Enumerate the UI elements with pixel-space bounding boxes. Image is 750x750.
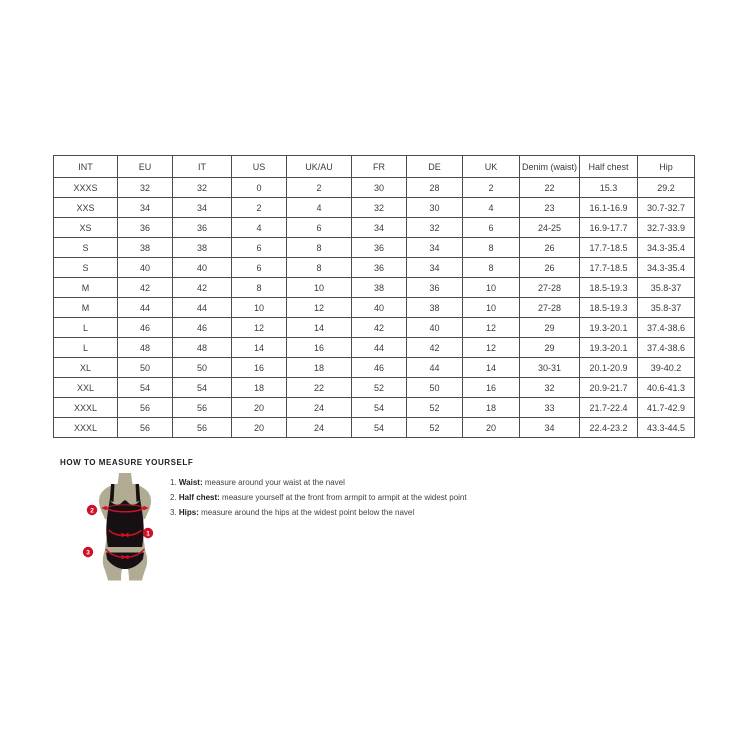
table-cell: 36 (118, 218, 173, 238)
table-cell: 2 (287, 178, 352, 198)
table-cell: 52 (352, 378, 407, 398)
table-cell: 19.3-20.1 (580, 318, 638, 338)
table-cell: 23 (520, 198, 580, 218)
table-cell: 32 (407, 218, 463, 238)
table-cell: 4 (287, 198, 352, 218)
table-cell: 54 (118, 378, 173, 398)
table-cell: 6 (287, 218, 352, 238)
measure-section-heading: HOW TO MEASURE YOURSELF (60, 458, 194, 467)
table-cell: 56 (118, 418, 173, 438)
table-cell: 18 (463, 398, 520, 418)
table-cell: 54 (352, 398, 407, 418)
table-cell: 35.8-37 (638, 298, 695, 318)
table-cell: 16.9-17.7 (580, 218, 638, 238)
column-header: EU (118, 156, 173, 178)
table-cell: 39-40.2 (638, 358, 695, 378)
table-cell: 16 (463, 378, 520, 398)
table-cell: 34 (173, 198, 232, 218)
table-row (54, 178, 695, 198)
table-cell: 44 (407, 358, 463, 378)
table-cell: 12 (463, 338, 520, 358)
table-cell: 18.5-19.3 (580, 298, 638, 318)
table-cell: 40 (352, 298, 407, 318)
table-cell: 8 (287, 238, 352, 258)
table-cell: 38 (118, 238, 173, 258)
table-cell: 8 (463, 258, 520, 278)
table-cell: 8 (463, 238, 520, 258)
table-cell: 15.3 (580, 178, 638, 198)
table-cell: 42 (173, 278, 232, 298)
step-badge-hips (83, 547, 93, 557)
table-cell: 22.4-23.2 (580, 418, 638, 438)
table-cell: 34.3-35.4 (638, 258, 695, 278)
table-cell: 29.2 (638, 178, 695, 198)
table-cell: 50 (173, 358, 232, 378)
table-cell: 26 (520, 258, 580, 278)
table-cell: 12 (232, 318, 287, 338)
mannequin-illustration (80, 472, 160, 582)
table-cell: 43.3-44.5 (638, 418, 695, 438)
table-cell: 16 (232, 358, 287, 378)
table-row (54, 298, 695, 318)
table-cell: 27-28 (520, 298, 580, 318)
table-cell: 34.3-35.4 (638, 238, 695, 258)
table-cell: 4 (232, 218, 287, 238)
table-cell: XXS (54, 198, 118, 218)
measure-step (170, 475, 467, 490)
table-cell: S (54, 258, 118, 278)
table-cell: 48 (173, 338, 232, 358)
size-chart-table (53, 155, 695, 438)
table-cell: 20.1-20.9 (580, 358, 638, 378)
table-cell: XXXL (54, 398, 118, 418)
table-cell: 10 (463, 298, 520, 318)
table-cell: 44 (118, 298, 173, 318)
column-header: Half chest (580, 156, 638, 178)
step-text: measure yourself at the front from armpit to armpit at the widest point (219, 493, 467, 502)
table-cell: XXL (54, 378, 118, 398)
table-cell: 34 (352, 218, 407, 238)
table-row (54, 278, 695, 298)
table-cell: 29 (520, 318, 580, 338)
table-cell: 18.5-19.3 (580, 278, 638, 298)
table-cell: 24 (287, 398, 352, 418)
step-text: measure around the hips at the widest point below the navel (198, 508, 415, 517)
badge-number-chest: 2 (90, 507, 94, 515)
table-cell: 10 (287, 278, 352, 298)
measure-step (170, 505, 467, 520)
table-row (54, 258, 695, 278)
table-cell: 56 (173, 398, 232, 418)
table-cell: 22 (520, 178, 580, 198)
table-cell: 52 (407, 398, 463, 418)
table-cell: 2 (232, 198, 287, 218)
table-cell: 16 (287, 338, 352, 358)
table-cell: 8 (287, 258, 352, 278)
table-cell: 20.9-21.7 (580, 378, 638, 398)
table-cell: 37.4-38.6 (638, 318, 695, 338)
table-cell: 54 (173, 378, 232, 398)
table-cell: 33 (520, 398, 580, 418)
table-row (54, 318, 695, 338)
table-cell: 16.1-16.9 (580, 198, 638, 218)
table-cell: 18 (232, 378, 287, 398)
table-cell: 30-31 (520, 358, 580, 378)
table-cell: 12 (287, 298, 352, 318)
table-row (54, 418, 695, 438)
table-cell: 52 (407, 418, 463, 438)
table-cell: 28 (407, 178, 463, 198)
badge-number-waist: 1 (146, 530, 150, 538)
column-header: Denim (waist) (520, 156, 580, 178)
table-cell: XXXL (54, 418, 118, 438)
table-cell: 0 (232, 178, 287, 198)
table-cell: XXXS (54, 178, 118, 198)
table-cell: 38 (407, 298, 463, 318)
table-cell: 34 (520, 418, 580, 438)
table-row (54, 238, 695, 258)
table-cell: 2 (463, 178, 520, 198)
table-cell: 35.8-37 (638, 278, 695, 298)
step-number: 3. (170, 508, 179, 517)
step-number: 1. (170, 478, 179, 487)
column-header: IT (173, 156, 232, 178)
table-cell: L (54, 318, 118, 338)
step-label: Hips: (178, 508, 199, 517)
table-cell: 42 (118, 278, 173, 298)
table-cell: 50 (118, 358, 173, 378)
column-header: UK (463, 156, 520, 178)
table-row (54, 198, 695, 218)
table-header-row (54, 156, 695, 178)
table-cell: 20 (463, 418, 520, 438)
table-cell: 40 (118, 258, 173, 278)
measurement-figure (80, 472, 160, 582)
column-header: FR (352, 156, 407, 178)
table-cell: 27-28 (520, 278, 580, 298)
table-cell: 40 (173, 258, 232, 278)
table-cell: 14 (232, 338, 287, 358)
table-cell: 38 (173, 238, 232, 258)
table-cell: XL (54, 358, 118, 378)
table-cell: 42 (352, 318, 407, 338)
table-cell: 29 (520, 338, 580, 358)
table-cell: 56 (118, 398, 173, 418)
table-cell: 17.7-18.5 (580, 258, 638, 278)
table-cell: 54 (352, 418, 407, 438)
table-cell: 34 (118, 198, 173, 218)
step-text: measure around your waist at the navel (202, 478, 345, 487)
column-header: DE (407, 156, 463, 178)
table-cell: 24 (287, 418, 352, 438)
table-cell: 14 (287, 318, 352, 338)
table-cell: 20 (232, 398, 287, 418)
table-cell: M (54, 278, 118, 298)
table-cell: 37.4-38.6 (638, 338, 695, 358)
table-cell: 40 (407, 318, 463, 338)
table-cell: 6 (232, 238, 287, 258)
measure-step (170, 490, 467, 505)
column-header: Hip (638, 156, 695, 178)
table-cell: 46 (352, 358, 407, 378)
table-cell: 10 (232, 298, 287, 318)
table-row (54, 398, 695, 418)
step-label: Waist: (178, 478, 203, 487)
column-header: US (232, 156, 287, 178)
table-cell: 56 (173, 418, 232, 438)
step-badge-chest (87, 505, 97, 515)
table-cell: 36 (352, 258, 407, 278)
table-cell: 30.7-32.7 (638, 198, 695, 218)
table-cell: 32 (520, 378, 580, 398)
table-cell: 4 (463, 198, 520, 218)
table-cell: 38 (352, 278, 407, 298)
table-cell: 17.7-18.5 (580, 238, 638, 258)
table-cell: 36 (352, 238, 407, 258)
table-cell: 32.7-33.9 (638, 218, 695, 238)
table-cell: 40.6-41.3 (638, 378, 695, 398)
table-cell: 10 (463, 278, 520, 298)
table-cell: 19.3-20.1 (580, 338, 638, 358)
table-cell: 21.7-22.4 (580, 398, 638, 418)
table-cell: 14 (463, 358, 520, 378)
table-row (54, 378, 695, 398)
table-cell: 30 (407, 198, 463, 218)
column-header: UK/AU (287, 156, 352, 178)
table-cell: 32 (173, 178, 232, 198)
step-badge-waist (143, 528, 153, 538)
table-cell: 22 (287, 378, 352, 398)
badge-number-hips: 3 (86, 549, 90, 557)
table-cell: M (54, 298, 118, 318)
table-row (54, 338, 695, 358)
table-cell: 41.7-42.9 (638, 398, 695, 418)
table-row (54, 218, 695, 238)
table-cell: 50 (407, 378, 463, 398)
step-number: 2. (170, 493, 179, 502)
table-cell: 44 (352, 338, 407, 358)
table-cell: 6 (232, 258, 287, 278)
table-cell: 42 (407, 338, 463, 358)
table-cell: 12 (463, 318, 520, 338)
table-cell: 26 (520, 238, 580, 258)
table-cell: 20 (232, 418, 287, 438)
table-cell: 6 (463, 218, 520, 238)
measure-instructions (170, 475, 467, 520)
table-cell: 48 (118, 338, 173, 358)
table-row (54, 358, 695, 378)
table-cell: 32 (118, 178, 173, 198)
table-cell: XS (54, 218, 118, 238)
table-cell: 8 (232, 278, 287, 298)
table-cell: 46 (118, 318, 173, 338)
table-cell: 24-25 (520, 218, 580, 238)
table-cell: 44 (173, 298, 232, 318)
table-cell: 30 (352, 178, 407, 198)
table-cell: 34 (407, 258, 463, 278)
table-cell: L (54, 338, 118, 358)
table-cell: 46 (173, 318, 232, 338)
table-cell: 18 (287, 358, 352, 378)
table-cell: S (54, 238, 118, 258)
table-cell: 32 (352, 198, 407, 218)
column-header: INT (54, 156, 118, 178)
step-label: Half chest: (178, 493, 220, 502)
table-cell: 34 (407, 238, 463, 258)
table-cell: 36 (407, 278, 463, 298)
table-cell: 36 (173, 218, 232, 238)
